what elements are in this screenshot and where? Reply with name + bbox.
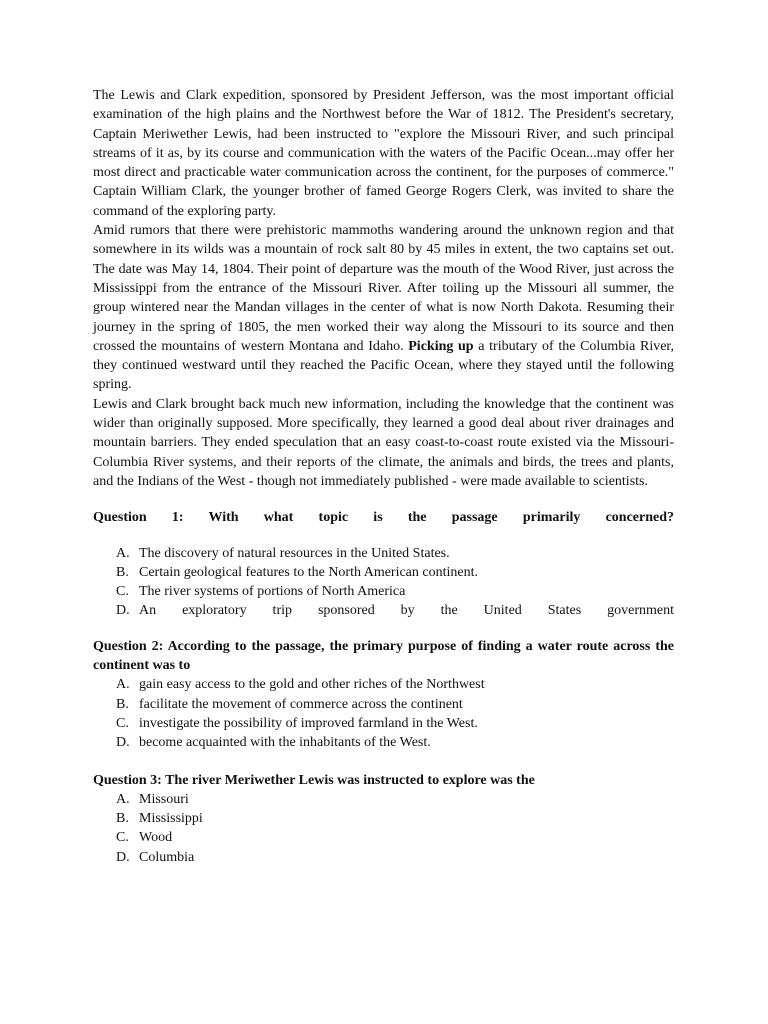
question-2-option-b[interactable] [116, 695, 674, 714]
question-1-options [93, 544, 674, 621]
option-text: Columbia [139, 849, 195, 865]
question-3-text: Question 3: The river Meriwether Lewis was instructed to explore was the [93, 772, 535, 788]
question-1-option-d[interactable] [116, 601, 674, 620]
question-1-option-a[interactable] [116, 544, 674, 563]
option-text: An exploratory trip sponsored by the United States government [139, 603, 674, 619]
passage-paragraph-1: The Lewis and Clark expedition, sponsored by President Jefferson, was the most important official examination of the high plains and the Northwest before the War of 1812. The President's secretary, Captain Meriwether Lewis, had been instructed to "explore the Missouri River, and such principal streams of it as, by its course and communication with the waters of the Pacific Ocean...may offer her most direct and practicable water communication across the continent, for the purposes of commerce." Captain William Clark, the younger brother of famed George Rogers Clerk, was invited to share the command of the exploring party. [93, 88, 674, 219]
option-letter: B. [116, 811, 129, 827]
option-text: Certain geological features to the North American continent. [139, 564, 478, 580]
option-text: The river systems of portions of North America [139, 584, 406, 600]
option-text: Mississippi [139, 811, 203, 827]
option-letter: C. [116, 830, 129, 846]
option-letter: A. [116, 791, 130, 807]
option-letter: D. [116, 735, 130, 751]
passage-paragraph-2 [93, 221, 674, 395]
question-2-options [93, 675, 674, 752]
question-2-option-c[interactable] [116, 714, 674, 733]
option-letter: B. [116, 696, 129, 712]
option-letter: B. [116, 564, 129, 580]
passage-paragraph-3: Lewis and Clark brought back much new information, including the knowledge that the continent was wider than originally supposed. More specifically, they learned a good deal about river drainages and mountain barriers. They ended speculation that an easy coast-to-coast route existed via the Missouri-Columbia River systems, and their reports of the climate, the animals and birds, the trees and plants, and the Indians of the West - though not immediately published - were made available to scientists. [93, 396, 674, 489]
passage-bold-phrase: Picking up [408, 338, 474, 354]
option-text: Missouri [139, 791, 189, 807]
question-2-option-d[interactable] [116, 733, 674, 752]
question-2-text: Question 2: According to the passage, the primary purpose of finding a water route across the continent was to [93, 638, 674, 674]
question-1-option-b[interactable] [116, 563, 674, 582]
question-2-option-a[interactable] [116, 675, 674, 694]
option-letter: C. [116, 715, 129, 731]
question-3-option-a[interactable] [116, 790, 674, 809]
option-letter: C. [116, 584, 129, 600]
question-3-option-b[interactable] [116, 809, 674, 828]
passage-paragraph-2-end: a tributary of the Columbia River, they continued westward until they reached the Pacific Ocean, where they stayed until the following spring. [93, 338, 675, 393]
option-text: The discovery of natural resources in the United States. [139, 545, 450, 561]
option-letter: D. [116, 603, 130, 619]
passage-paragraph-2-start: Amid rumors that there were prehistoric mammoths wandering around the unknown region and that somewhere in its wilds was a mountain of rock salt 80 by 45 miles in extent, the two captains set out. The date was May 14, 1804. Their point of departure was the mouth of the Wood River, just across the Mississippi from the entrance of the Missouri River. After toiling up the Missouri all summer, the group wintered near the Mandan villages in the center of what is now North Dakota. Resuming their journey in the spring of 1805, the men worked their way along the Missouri to its source and then crossed the mountains of western Montana and Idaho. [93, 223, 674, 354]
question-3-options [93, 790, 674, 867]
question-3-option-d[interactable] [116, 848, 674, 867]
option-text: gain easy access to the gold and other riches of the Northwest [139, 677, 485, 693]
option-text: facilitate the movement of commerce across the continent [139, 696, 463, 712]
option-letter: A. [116, 545, 130, 561]
option-text: become acquainted with the inhabitants of the West. [139, 735, 431, 751]
question-3-option-c[interactable] [116, 828, 674, 847]
question-1-option-c[interactable] [116, 582, 674, 601]
option-text: Wood [139, 830, 173, 846]
option-text: investigate the possibility of improved farmland in the West. [139, 715, 478, 731]
option-letter: D. [116, 849, 130, 865]
question-1-text: Question 1: With what topic is the passage primarily concerned? [93, 510, 674, 526]
option-letter: A. [116, 677, 130, 693]
